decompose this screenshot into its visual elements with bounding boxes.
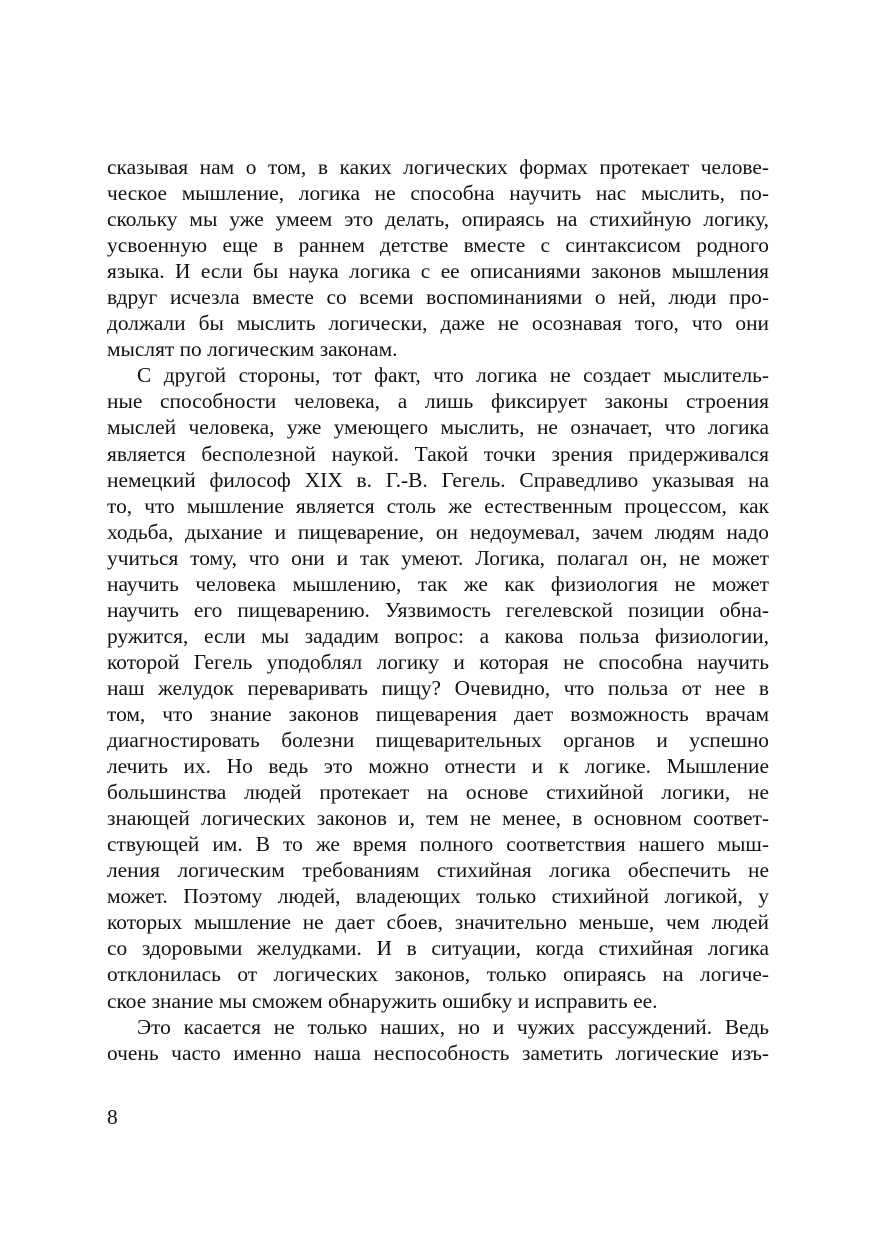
text-line: лечить их. Но ведь это можно отнести и к логике. Мышление — [107, 754, 769, 779]
text-line: ское знание мы сможем обнаружить ошибку и исправить ее. — [107, 988, 658, 1013]
text-line: ствующей им. В то же время полного соответствия нашего мыш- — [107, 832, 769, 857]
text-line: мыслят по логическим законам. — [107, 337, 398, 362]
text-line: знающей логических законов и, тем не менее, в основном соответ- — [107, 806, 769, 831]
text-line: сказывая нам о том, в каких логических формах протекает челове- — [107, 155, 769, 179]
text-line: ные способности человека, а лишь фиксирует законы строения — [107, 389, 769, 414]
text-line: усвоенную еще в раннем детстве вместе с синтаксисом родного — [107, 233, 769, 258]
text-line: со здоровыми желудками. И в ситуации, когда стихийная логика — [107, 936, 769, 961]
text-line: С другой стороны, тот факт, что логика не создает мыслитель- — [137, 363, 769, 388]
text-line: должали бы мыслить логически, даже не осознавая того, что они — [107, 311, 769, 336]
text-line: отклонилась от логических законов, только опираясь на логиче- — [107, 962, 769, 987]
text-line: том, что знание законов пищеварения дает возможность врачам — [107, 701, 769, 726]
text-line: диагностировать болезни пищеварительных органов и успешно — [107, 728, 769, 753]
text-line: очень часто именно наша неспособность заметить логические изъ- — [107, 1040, 769, 1065]
text-line: Это касается не только наших, но и чужих рассуждений. Ведь — [137, 1014, 769, 1039]
text-line: учиться тому, что они и так умеют. Логика, полагал он, не может — [107, 545, 769, 570]
text-line: большинства людей протекает на основе стихийной логики, не — [107, 780, 769, 805]
text-line: ления логическим требованиям стихийная логика обеспечить не — [107, 858, 769, 883]
text-line: которой Гегель уподоблял логику и которая не способна научить — [107, 649, 769, 674]
text-line: ходьба, дыхание и пищеварение, он недоумевал, зачем людям надо — [107, 519, 769, 544]
text-line: вдруг исчезла вместе со всеми воспоминаниями о ней, люди про- — [107, 285, 769, 310]
page-number: 8 — [107, 1105, 118, 1129]
page-body-text — [107, 154, 769, 1066]
text-line: ружится, если мы зададим вопрос: а какова польза физиологии, — [107, 623, 769, 648]
text-line: то, что мышление является столь же естественным процессом, как — [107, 493, 769, 518]
text-line: которых мышление не дает сбоев, значительно меньше, чем людей — [107, 910, 769, 935]
text-line: немецкий философ XIX в. Г.-В. Гегель. Справедливо указывая на — [107, 467, 769, 492]
text-line: наш желудок переваривать пищу? Очевидно, что польза от нее в — [107, 675, 769, 700]
text-line: мыслей человека, уже умеющего мыслить, не означает, что логика — [107, 415, 769, 440]
text-line: является бесполезной наукой. Такой точки зрения придерживался — [107, 441, 769, 466]
text-line: научить человека мышлению, так же как физиология не может — [107, 571, 769, 596]
text-line: языка. И если бы наука логика с ее описаниями законов мышления — [107, 259, 769, 284]
text-line: научить его пищеварению. Уязвимость гегелевской позиции обна- — [107, 597, 769, 622]
paragraph — [107, 154, 769, 362]
text-line: скольку мы уже умеем это делать, опираясь на стихийную логику, — [107, 207, 769, 232]
text-line: ческое мышление, логика не способна научить нас мыслить, по- — [107, 181, 769, 206]
paragraph — [107, 362, 769, 1013]
paragraph — [107, 1014, 769, 1066]
text-line: может. Поэтому людей, владеющих только стихийной логикой, у — [107, 884, 769, 909]
